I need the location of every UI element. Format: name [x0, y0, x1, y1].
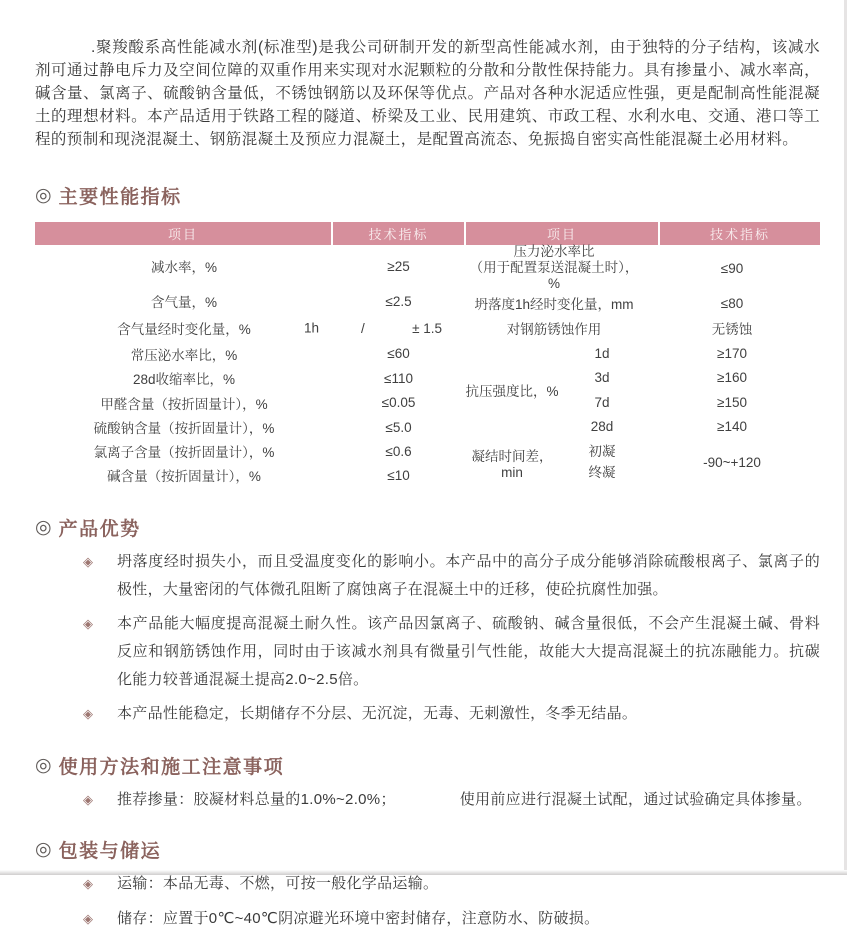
table-left-half	[35, 245, 464, 487]
table-row	[35, 366, 464, 390]
table-row	[35, 287, 464, 315]
list-item-text: 本产品性能稳定，长期储存不分层、无沉淀，无毒、无刺激性，冬季无结晶。	[117, 705, 638, 722]
row-item: 28d收缩率比，%	[132, 372, 236, 387]
table-right-half	[464, 245, 820, 487]
table-row	[35, 245, 464, 287]
table-header-cell: 技术指标	[333, 222, 464, 245]
intro-text: 聚羧酸系高性能减水剂(标准型)是我公司研制开发的新型高性能减水剂，由于独特的分子结构，该减水剂可通过静电斥力及空间位障的双重作用来实现对水泥颗粒的分散和分散性保持能力。具有掺量小、减水率高，碱含量、氯离子、硫酸钠含量低，不锈蚀钢筋以及环保等优点。产品对各种水泥适应性强，更是配制高性能混凝土的理想材料。本产品适用于铁路工程的隧道、桥梁及工业、民用建筑、市政工程、水利水电、交通、港口等工程的预制和现浇混凝土、钢筋混凝土及预应力混凝土，是配置高流态、免振捣自密实高性能混凝土必用材料。	[35, 39, 820, 148]
list-item	[35, 548, 820, 604]
row-value: ≥150	[717, 394, 747, 410]
row-value: ≤110	[384, 370, 413, 386]
section-heading-advantages	[35, 514, 820, 541]
section-title-performance: 主要性能指标	[58, 187, 182, 208]
table-header-cell: 技术指标	[660, 222, 820, 245]
row-item: 常压泌水率比，%	[130, 347, 238, 363]
row-item	[464, 245, 644, 291]
row-value: ≥170	[717, 345, 747, 361]
row-value: ≤90	[720, 260, 744, 276]
list-item	[35, 610, 820, 694]
row-value: ≤2.5	[385, 293, 412, 309]
row-item-time: 1h	[303, 320, 319, 336]
row-sub-age: 7d	[594, 394, 610, 410]
row-value-slash: /	[361, 320, 365, 336]
diamond-bullet-icon: ◈	[83, 876, 93, 891]
row-value: ≤0.05	[381, 395, 416, 410]
packaging-list	[35, 870, 820, 933]
row-value-number: ± 1.5	[412, 320, 442, 336]
row-item-line1: 压力泌水率比	[513, 244, 595, 259]
intro-lead-mark: .	[91, 39, 96, 56]
row-value	[333, 315, 464, 341]
row-value: ≥160	[717, 370, 747, 385]
row-sub-age: 1d	[594, 345, 610, 361]
row-value: ≤5.0	[385, 419, 412, 435]
row-value: 无锈蚀	[711, 322, 753, 337]
row-value: ≤10	[387, 467, 410, 483]
table-row	[35, 315, 464, 341]
advantages-list	[35, 548, 820, 728]
row-value: ≤0.6	[385, 443, 412, 459]
list-item-text: 本产品能大幅度提高混凝土耐久性。该产品因氯离子、硫酸钠、碱含量很低，不会产生混凝土碱、骨料反应和钢筋锈蚀作用，同时由于该减水剂具有微量引气性能，故能大大提高混凝土的抗冻融能力。抗碳化能力较普通混凝土提高2.0~2.5倍。	[117, 615, 820, 688]
diamond-bullet-icon: ◈	[83, 616, 93, 631]
section-marker-icon: ◎	[35, 517, 52, 538]
scan-edge-bottom	[0, 870, 847, 875]
diamond-bullet-icon: ◈	[83, 706, 93, 721]
list-item	[35, 905, 820, 933]
row-item: 含气量，%	[150, 295, 217, 310]
row-item-label: 含气量经时变化量，%	[117, 322, 251, 337]
section-title-advantages: 产品优势	[58, 519, 141, 540]
diamond-bullet-icon: ◈	[83, 911, 93, 926]
section-heading-packaging	[35, 836, 820, 863]
list-item-text: 坍落度经时损失小，而且受温度变化的影响小。本产品中的高分子成分能够消除硫酸根离子、氯离子的极性，大量密闭的气体微孔阻断了腐蚀离子在混凝土中的迁移，使砼抗腐性加强。	[117, 553, 820, 598]
section-heading-usage	[35, 752, 820, 779]
usage-list	[35, 786, 820, 814]
list-item-text: 运输：本品无毒、不燃，可按一般化学品运输。	[117, 875, 439, 892]
list-item-text	[117, 786, 820, 814]
section-marker-icon: ◎	[35, 839, 52, 860]
row-item: 氯离子含量（按折固量计），%	[93, 445, 275, 460]
row-value: ≥25	[387, 258, 410, 274]
row-group-label: 抗压强度比，%	[465, 383, 559, 399]
section-heading-performance	[35, 182, 820, 209]
section-title-usage: 使用方法和施工注意事项	[58, 757, 285, 778]
row-item: 甲醛含量（按折固量计），%	[100, 396, 268, 412]
table-header-cell: 项目	[466, 222, 658, 245]
row-item: 对钢筋锈蚀作用	[506, 322, 602, 337]
diamond-bullet-icon: ◈	[83, 554, 93, 569]
table-row	[35, 415, 464, 439]
performance-table	[35, 222, 820, 487]
usage-dosage: 推荐掺量：胶凝材料总量的1.0%~2.0%；	[117, 791, 396, 808]
table-header-cell: 项目	[35, 222, 331, 245]
table-header-row	[35, 222, 820, 245]
table-row	[35, 341, 464, 366]
row-value: ≤80	[720, 295, 744, 311]
row-sub-phases	[560, 438, 644, 486]
row-item: 碱含量（按折固量计），%	[107, 469, 261, 484]
row-item: 硫酸钠含量（按折固量计），%	[93, 421, 275, 436]
list-item	[35, 786, 820, 814]
row-value: ≥140	[717, 418, 747, 434]
setting-final: 终凝	[588, 465, 616, 480]
intro-paragraph	[35, 36, 820, 151]
row-value: -90~+120	[703, 454, 761, 470]
table-row	[35, 439, 464, 463]
row-item-line2: （用于配置泵送混凝土时），%	[469, 260, 639, 291]
usage-trial-note: 使用前应进行混凝土试配，通过试验确定具体掺量。	[459, 791, 812, 808]
row-item	[35, 315, 333, 341]
list-item	[35, 700, 820, 728]
diamond-bullet-icon: ◈	[83, 792, 93, 807]
section-marker-icon: ◎	[35, 185, 52, 206]
row-item: 减水率，%	[150, 260, 217, 275]
section-title-packaging: 包装与储运	[58, 841, 162, 862]
row-value: ≤60	[387, 346, 410, 361]
table-row	[35, 463, 464, 487]
section-marker-icon: ◎	[35, 755, 52, 776]
table-body	[35, 245, 820, 487]
list-item-text: 储存：应置于0℃~40℃阴凉避光环境中密封储存，注意防水、防破损。	[117, 910, 600, 927]
row-item: 坍落度1h经时变化量，mm	[474, 297, 634, 312]
row-sub-age: 28d	[590, 418, 614, 434]
row-group-label: 凝结时间差，min	[471, 448, 553, 480]
document-page	[35, 0, 820, 933]
setting-initial: 初凝	[588, 444, 616, 459]
row-sub-age: 3d	[594, 370, 610, 385]
table-row	[35, 390, 464, 415]
